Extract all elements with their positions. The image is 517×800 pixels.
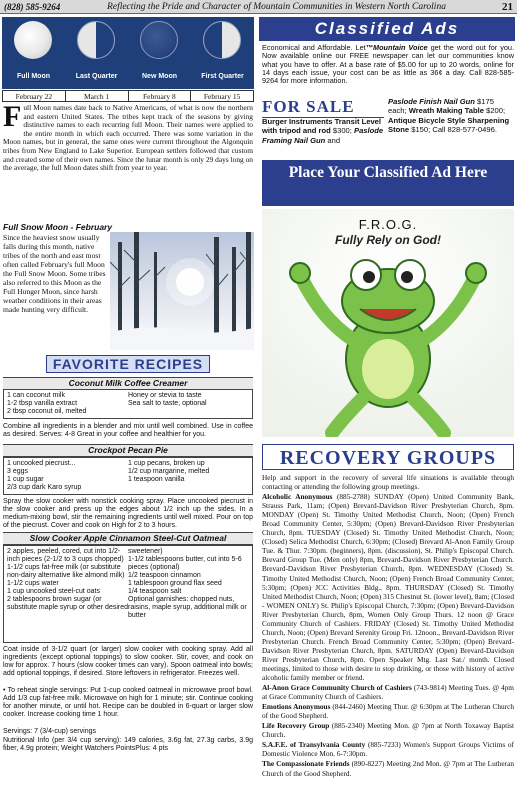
moon-cell-last-quarter xyxy=(65,17,128,89)
group-name: The Compassionate Friends xyxy=(262,759,350,769)
for-sale-item: Antique Bicycle Style Sharpening Stone xyxy=(388,115,510,135)
moon-date: March 1 xyxy=(66,91,129,101)
oatmeal-servings: Servings: 7 (3/4-cup) servings xyxy=(3,728,96,735)
oatmeal-method: Coat inside of 3-1/2 quart (or larger) slow cooker with cooking spray. Add all ingredients (except optional toppings) to slow cooker. Stir, cover, and cook on low for approx. 7 hours (slow cooker times can vary). Spoon oatmeal into bowls; add optional toppings, if desired. Store leftovers in refrigerator. Freezes well. xyxy=(3,646,253,677)
moon-date: February 22 xyxy=(3,91,66,101)
for-sale-text: and xyxy=(325,135,341,145)
moon-name: First Quarter xyxy=(201,73,244,80)
moon-cell-full xyxy=(2,17,65,89)
group-details: (844-2460) Meeting Thur. @ 6:30pm at The Lutheran Church of the Good Shepherd. xyxy=(262,702,515,721)
group-details: (743-9814) Meeting Tues. @ 4pm at Grace Community Church of Cashiers. xyxy=(262,683,514,702)
ingredient: 3 eggs xyxy=(7,468,29,475)
for-sale-right xyxy=(388,97,514,135)
for-sale-item: Wreath Making Table xyxy=(408,106,484,116)
for-sale-item: Burger Instruments Transit Level with tripod and rod xyxy=(262,117,382,136)
snow-moon-text: Since the heaviest snow usually falls during this month, native tribes of the north and east most often called February's full Moon the Full Snow Moon. Some tribes also referred to this Moon as the Full Hunger Moon, since harsh weather conditions in their areas made hunting very difficult. xyxy=(3,233,106,314)
recovery-item-emotions xyxy=(262,702,514,720)
group-details: (885-7233) Women's Support Groups Victims of Domestic Violence Mon. 6-7:30pm. xyxy=(262,740,514,759)
ingredient: 1-2 tbsp vanilla extract xyxy=(7,400,78,407)
recovery-item-life xyxy=(262,721,514,739)
recovery-item-compassionate xyxy=(262,759,514,777)
group-details: (885-2340) Meeting Mon. @ 7pm at North Toxaway Baptist Church. xyxy=(262,721,514,740)
oatmeal-reheat: • To reheat single servings: Put 1-cup cooked oatmeal in microwave proof bowl. Add 1/3 cup fat-free milk. Microwave on high for 1 minute; stir. Continue cooking for another minute, or until hot. Recipe can be doubled in 6-quart or larger slow cooker. Increase cooking time 1 hour. xyxy=(3,687,253,718)
coffee-ingredients xyxy=(3,389,253,419)
moon-article xyxy=(3,100,253,173)
for-sale-item: Paslode Framing Nail Gun xyxy=(262,126,384,145)
ingredient: Optional garnishes: chopped nuts, raisins, maple syrup, additional milk or butter xyxy=(128,596,247,619)
ingredient: 1 cup sugar xyxy=(7,476,44,483)
for-sale-title: FOR SALE xyxy=(262,97,384,118)
moon-dates-row xyxy=(2,90,254,102)
ingredient: 2 tablespoons brown sugar (or substitute maple syrup or other desired xyxy=(7,596,129,611)
drop-cap: F xyxy=(3,100,22,133)
for-sale-price: $300; xyxy=(330,126,354,136)
ingredient: 1 uncooked piecrust... xyxy=(7,460,76,467)
for-sale-left xyxy=(262,117,384,145)
page-number: 21 xyxy=(502,0,513,13)
frog-ad xyxy=(262,209,514,437)
classified-text-b: get the word out for you. Now available online our FREE newspaper can let our communities know what you have to offer. At a base rate of $5.00 for up to 20 words, online for 14 days each issue, your cost can be as little as 36¢ a day. Call 828-585-9264 for more information. xyxy=(262,43,514,86)
favorite-recipes-header xyxy=(3,355,253,375)
favorite-recipes-title: FAVORITE RECIPES xyxy=(46,355,210,373)
recipe-title-pecan: Crockpot Pecan Pie xyxy=(3,444,253,457)
ingredient: Sea salt to taste, optional xyxy=(128,400,207,407)
header-phone: (828) 585-9264 xyxy=(4,1,61,12)
recovery-item-aa xyxy=(262,492,514,682)
coffee-method: Combine all ingredients in a blender and mix until well combined. Use in coffee as desired. Serves: 4-8 Great in your coffee and healthier for you. xyxy=(3,423,253,438)
first-quarter-moon-icon xyxy=(203,21,241,59)
moon-name: Full Moon xyxy=(16,73,51,80)
for-sale-item: Paslode Finish Nail Gun xyxy=(388,97,475,106)
for-sale-price: $175 each; xyxy=(388,97,494,116)
frog-subtitle: Fully Rely on God! xyxy=(334,233,441,247)
ingredient: 1-1/2 cups water xyxy=(7,580,59,587)
mountain-voice-logo: ™Mountain Voice xyxy=(365,43,428,52)
ingredient: 1-1/2 cups fat-free milk (or substitute non-dairy alternative like almond milk) xyxy=(7,564,125,579)
moon-cell-first-quarter xyxy=(191,17,254,89)
moon-phases-panel xyxy=(2,17,254,89)
moon-intro: ull Moon names date back to Native Americans, of what is now the northern and eastern United States. The tribes kept track of the seasons by giving distinctive names to each recurring full Moon. Their names were applied to the entire month in which each occurred. There was some variation in the Moon names, but in general, the same ones were current throughout the Algonquin tribes from New England to Lake Superior. European settlers followed that custom and created some of their own names. Since the lunar month is only 29 days long on the average, the full Moon dates shift from year to year. xyxy=(3,103,253,173)
oatmeal-nutrition: Nutritional Info (per 3/4 cup serving): 149 calories, 3.6g fat, 27.3g carbs, 3.9g fiber, 4.9g protein; Weight Watchers PointsPlus: 4 pts xyxy=(3,737,253,752)
ingredient: 2 apples, peeled, cored, cut into 1/2-inch pieces (2-1/2 to 3 cups chopped) xyxy=(7,548,124,563)
recovery-item-safe xyxy=(262,740,514,758)
recovery-intro: Help and support in the recovery of several life situations is available through contacting or attending the following group meetings. xyxy=(262,473,514,492)
full-moon-icon xyxy=(14,21,52,59)
group-name: Emotions Anonymous xyxy=(262,702,331,712)
ingredient: 1/2 teaspoon cinnamon xyxy=(128,572,201,579)
place-ad-banner[interactable]: Place Your Classified Ad Here xyxy=(262,160,514,206)
classified-ads-text xyxy=(262,44,514,85)
moon-date: February 8 xyxy=(129,91,192,101)
classified-text-a: Economical and Affordable. Let xyxy=(262,43,366,52)
for-sale-contact: $150; Call 828-577-0496. xyxy=(409,125,497,135)
group-name: Alcoholic Anonymous xyxy=(262,492,333,502)
recipe-title-coffee: Coconut Milk Coffee Creamer xyxy=(3,377,253,390)
ingredient: 2/3 cup dark Karo syrup xyxy=(7,484,82,491)
group-name: Life Recovery Group xyxy=(262,721,330,731)
pecan-method: Spray the slow cooker with nonstick cooking spray. Place uncooked piecrust in the slow cooker and press up the edges about 1/2 inch up the sides. In a medium-mixing bowl, stir the remaining ingredients until well mixed. Pour on top of the piecrust. Cover and cook on High for 2 to 3 hours. xyxy=(3,498,253,529)
header-tagline: Reflecting the Pride and Character of Mountain Communities in Western North Carolina xyxy=(107,1,446,12)
ingredient: sweetener) xyxy=(128,548,163,555)
recovery-item-grace xyxy=(262,683,514,701)
snow-forest-image xyxy=(110,232,254,350)
frog-title: F.R.O.G. xyxy=(358,217,418,232)
recipe-title-oatmeal: Slow Cooker Apple Cinnamon Steel-Cut Oatmeal xyxy=(3,532,253,545)
new-moon-icon xyxy=(140,21,178,59)
recovery-groups-title: RECOVERY GROUPS xyxy=(279,447,497,469)
recovery-groups-body xyxy=(262,473,514,779)
for-sale-price: $200; xyxy=(483,106,506,116)
moon-name: New Moon xyxy=(142,73,177,80)
group-name: S.A.F.E. of Transylvania County xyxy=(262,740,366,750)
oatmeal-ingredients xyxy=(3,545,253,643)
moon-cell-new xyxy=(128,17,191,89)
ingredient: 1-1/2 tablespoons butter, cut into 5-6 pieces (optional) xyxy=(128,556,242,571)
ingredient: 1 can coconut milk xyxy=(7,392,65,399)
group-name: Al-Anon Grace Community Church of Cashiers xyxy=(262,683,412,693)
recovery-groups-header xyxy=(262,444,514,470)
classified-ads-header xyxy=(259,17,515,41)
last-quarter-moon-icon xyxy=(77,21,115,59)
classified-ads-title: Classified Ads xyxy=(314,19,460,38)
pecan-ingredients xyxy=(3,457,253,495)
ingredient: 2 tbsp coconut oil, melted xyxy=(7,408,87,415)
ingredient: Honey or stevia to taste xyxy=(128,392,202,399)
ingredient: 1 tablespoon ground flax seed xyxy=(128,580,222,587)
snow-moon-subhead: Full Snow Moon - February xyxy=(3,222,113,232)
group-details: (885-2788) SUNDAY (Open) United Community Bank, Strauss Park, 11am; (Open) Brevard-Davidson River Presbyterian Church, 8pm. MONDAY (Open) St. Timothy United Methodist Church, Noon; (Open) French Broad Community Center, 5:30pm; (Open) Brevard-Davidson River Presbyterian Church, 8pm. TUESDAY (Closed) St. Timothy United Methodist Church, Noon; (Closed) Selica Methodist Church, 6:30pm; (Closed) Brevard Al-Anon Family Group Tue. & Thur. 7:30pm. (beginners), 8pm. (discussion), St. Philip's Episcopal Church. Brevard Group Tue. (Men only) 8pm, Brevard-Davidson River Presbyterian Church. Brevard-Davidson River Presbyterian Church, 8pm. WEDNESDAY (Closed) St. Timothy United Methodist Church, Noon; (Open) French Broad Community Center, 5:30pm; (Open) JCC Activities Bldg., 8pm. THURSDAY (Closed) St. Timothy United Methodist Church, Noon; (Open) 315 Chestnut St. (lower level), 8am; (Closed - WOMEN ONLY) St. Philip's Episcopal Church, 7:30pm; (Open) Brevard-Davidson River Presbyterian Church, 8pm, Women Only Group Thurs. 12 noon @ Grace Community Church of Cashiers. FRIDAY (Closed) St. Timothy United Methodist Church, Noon; (Open) Brevard Serenity Group Fri. 12noon., Brevard-Davidson River Presbyterian Church. French Broad Community Center, 5:30pm; (Open) Brevard-Davidson River Presbyterian Church, 8pm. SATURDAY (Open) Brevard-Davidson River Presbyterian Church, 8pm. Open Speaker Mtg. Last Sat./ month. Closed meetings, limited to those with desire to stop drinking, or those with history of active alcoholic family member or friend. xyxy=(262,492,514,683)
ingredient: 1 cup pecans, broken up xyxy=(128,460,205,467)
moon-date: February 15 xyxy=(203,92,241,101)
ingredient: 1/2 cup margarine, melted xyxy=(128,468,210,475)
page-header xyxy=(0,0,517,14)
group-details: (890-8227) Meeting 2nd Mon. @ 7pm at The Lutheran Church of the Good Shepherd. xyxy=(262,759,514,778)
ingredient: 1 cup uncooked steel-cut oats xyxy=(7,588,101,595)
ingredient: 1 teaspoon vanilla xyxy=(128,476,185,483)
moon-name: Last Quarter xyxy=(75,73,118,80)
ingredient: 1/4 teaspoon salt xyxy=(128,588,182,595)
